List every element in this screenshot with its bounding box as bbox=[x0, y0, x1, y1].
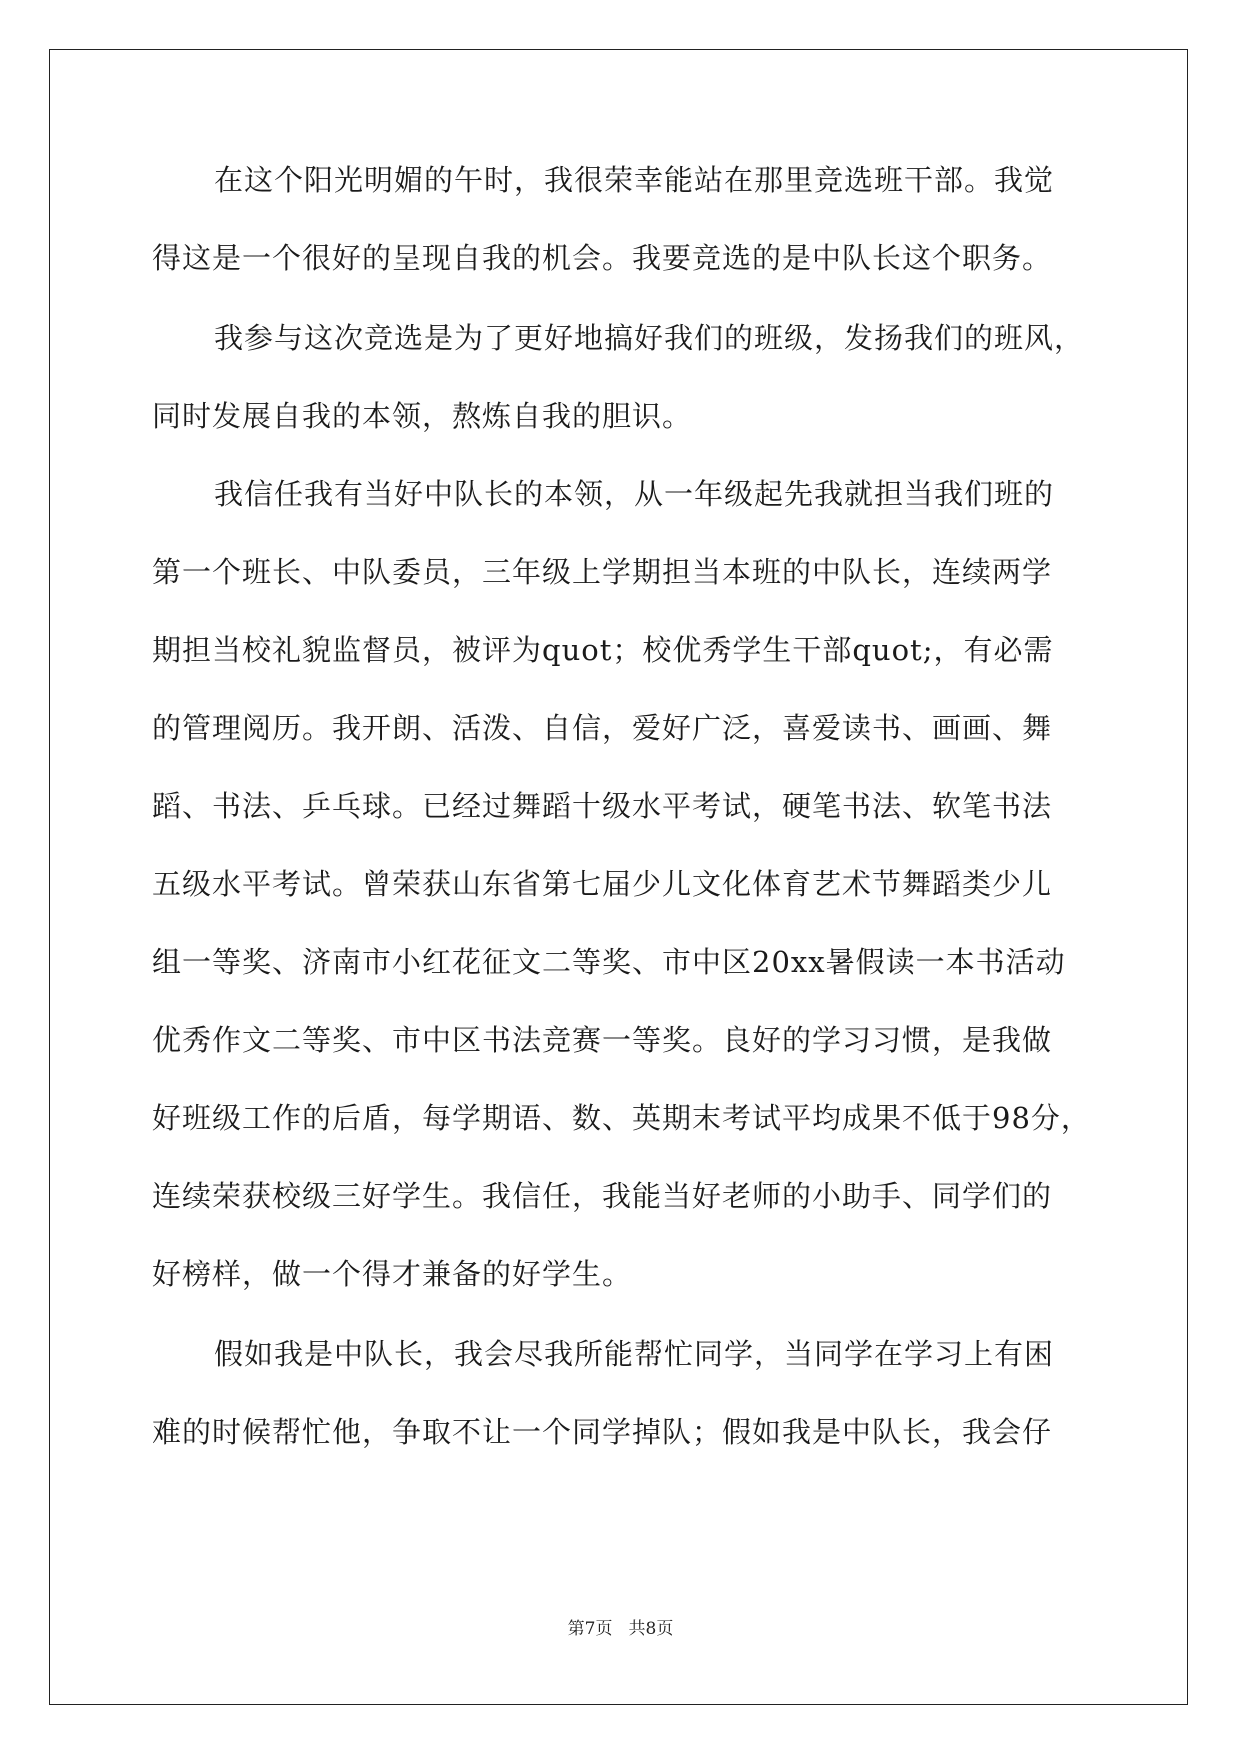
text-line: 第一个班长、中队委员，三年级上学期担当本班的中队长，连续两学 bbox=[152, 555, 1053, 589]
text-line: 组一等奖、济南市小红花征文二等奖、市中区20xx暑假读一本书活动 bbox=[152, 945, 1066, 979]
text-line: 五级水平考试。曾荣获山东省第七届少儿文化体育艺术节舞蹈类少儿 bbox=[152, 867, 1053, 901]
page-footer bbox=[0, 1617, 1241, 1641]
page-number-current: 第7页 bbox=[567, 1619, 613, 1639]
text-line: 的管理阅历。我开朗、活泼、自信，爱好广泛，喜爱读书、画画、舞 bbox=[152, 711, 1053, 745]
text-line: 难的时候帮忙他，争取不让一个同学掉队；假如我是中队长，我会仔 bbox=[152, 1415, 1053, 1449]
text-line: 得这是一个很好的呈现自我的机会。我要竞选的是中队长这个职务。 bbox=[152, 241, 1053, 275]
text-line: 连续荣获校级三好学生。我信任，我能当好老师的小助手、同学们的 bbox=[152, 1179, 1053, 1213]
text-line: 同时发展自我的本领，熬炼自我的胆识。 bbox=[152, 399, 693, 433]
text-line: 好班级工作的后盾，每学期语、数、英期末考试平均成果不低于98分， bbox=[152, 1101, 1091, 1135]
text-line: 在这个阳光明媚的午时，我很荣幸能站在那里竞选班干部。我觉 bbox=[214, 163, 1055, 197]
page-number-total: 共8页 bbox=[628, 1619, 674, 1639]
text-line: 我信任我有当好中队长的本领，从一年级起先我就担当我们班的 bbox=[214, 477, 1055, 511]
text-line: 期担当校礼貌监督员，被评为quot；校优秀学生干部quot;，有必需 bbox=[152, 633, 1054, 667]
text-line: 优秀作文二等奖、市中区书法竞赛一等奖。良好的学习习惯，是我做 bbox=[152, 1023, 1053, 1057]
text-line: 假如我是中队长，我会尽我所能帮忙同学，当同学在学习上有困 bbox=[214, 1337, 1055, 1371]
text-line: 蹈、书法、乒乓球。已经过舞蹈十级水平考试，硬笔书法、软笔书法 bbox=[152, 789, 1053, 823]
text-line: 我参与这次竞选是为了更好地搞好我们的班级，发扬我们的班风， bbox=[214, 321, 1085, 355]
text-line: 好榜样，做一个得才兼备的好学生。 bbox=[152, 1257, 633, 1291]
